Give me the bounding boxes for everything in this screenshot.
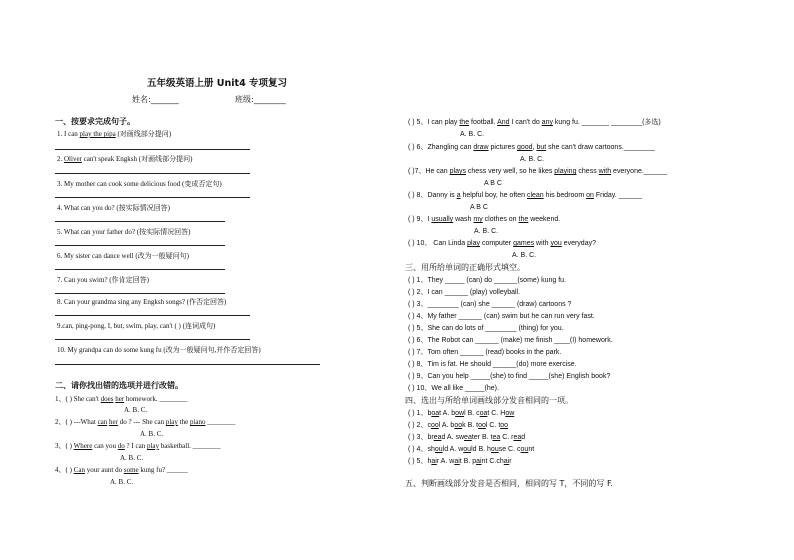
error-question-5-options: A. B. C. [460, 131, 485, 138]
error-question-6: ( ) 6、Zhangling can draw pictures good, but she can't draw cartoons.________ [408, 144, 655, 151]
fill-question-5: ( ) 5、She can do lots of ________ (thing) for you. [408, 325, 564, 332]
sound-question-3: ( ) 3、bread A. sweater B. tea C. read [408, 434, 526, 441]
section-5-title: 五、判断画线部分发音是否相同，相同的写 T，不同的写 F. [405, 479, 613, 488]
error-question-3-options: A. B. C. [120, 454, 144, 462]
question-6: 6. My sister can dance well (改为一般疑问句) [57, 252, 189, 260]
error-question-4-options: A. B. C. [110, 478, 134, 486]
question-2: 2. Oliver can't speak Engksh (对画线部分提问) [57, 155, 193, 163]
sound-question-1: ( ) 1、boat A. bowl B. coat C. How [408, 410, 515, 417]
section-3-title: 三、用所给单词的正确形式填空。 [405, 263, 525, 272]
error-question-7-options: A B C [484, 180, 502, 187]
question-10: 10. My grandpa can do some kung fu (改为一般疑问句,并作否定回答) [57, 346, 261, 354]
error-question-1-options: A. B. C. [124, 406, 148, 414]
name-field-label: 姓名:_______ [132, 95, 179, 104]
question-4: 4. What can you do? (按实际情况回答) [57, 204, 171, 212]
answer-line [55, 173, 250, 174]
answer-line [55, 269, 225, 270]
error-question-9: ( ) 9、I usually wash my clothes on the weekend. [408, 216, 561, 223]
sound-question-4: ( ) 4、should A. would B. house C. count [408, 446, 535, 453]
answer-line [55, 149, 250, 150]
section-4-title: 四、选出与所给单词画线部分发音相同的一项。 [405, 396, 573, 405]
question-7: 7. Can you swim? (作肯定回答) [57, 276, 149, 284]
answer-line [55, 293, 225, 294]
error-question-3: 3、( ) Where can you do ? I can play basketball. ________ [55, 442, 221, 450]
question-3: 3. My mother can cook some delicious food (变成否定句) [57, 180, 222, 188]
error-question-1: 1、( ) She can't does her homework. ________ [55, 395, 188, 403]
section-2-title: 二、请你找出错的选项并进行改错。 [55, 381, 183, 390]
question-5: 5. What can your father do? (按实际情况回答) [57, 228, 191, 236]
error-question-10-options: A. B. C. [512, 252, 537, 259]
fill-question-1: ( ) 1、They _____ (can) do ______(some) kung fu. [408, 277, 566, 284]
error-question-10: ( ) 10、 Can Linda play computer games with you everyday? [408, 240, 596, 247]
answer-line [55, 339, 250, 340]
error-question-6-options: A. B. C. [520, 156, 545, 163]
class-field-label: 班级:________ [235, 95, 286, 104]
fill-question-2: ( ) 2、I can ______ (play) volleyball. [408, 289, 521, 296]
question-1: 1. I can play the pipa (对画线部分提问) [57, 130, 172, 138]
worksheet-title: 五年级英语上册 Unit4 专项复习 [147, 78, 288, 89]
error-question-9-options: A. B. C. [474, 228, 499, 235]
fill-question-9: ( ) 9、Can you help _____(she) to find _____(she) English book? [408, 373, 611, 380]
fill-question-8: ( ) 8、Tim is fat. He should ______(do) more exercise. [408, 361, 577, 368]
fill-question-7: ( ) 7、Tom often ______ (read) books in the park. [408, 349, 562, 356]
fill-question-4: ( ) 4、My father ______ (can) swim but he can run very fast. [408, 313, 595, 320]
error-question-7: ( )7、He can plays chess very well, so he likes playing chess with everyone.______ [408, 168, 668, 175]
error-question-2: 2、( ) ---What can her do ? --- She can play the piano ________ [55, 418, 236, 426]
section-1-title: 一、按要求完成句子。 [55, 117, 135, 126]
answer-line [55, 315, 250, 316]
error-question-8-options: A B C [470, 204, 488, 211]
answer-line [55, 364, 320, 365]
answer-line [55, 221, 225, 222]
fill-question-10: ( ) 10、We all like _____(he). [408, 385, 499, 392]
answer-line [55, 197, 250, 198]
error-question-4: 4、( ) Can your aunt do some kung fu? ______ [55, 466, 188, 474]
error-question-8: ( ) 8、Danny is a helpful boy, he often clean his bedroom on Friday. ______ [408, 192, 643, 199]
error-question-2-options: A. B. C. [140, 430, 164, 438]
fill-question-6: ( ) 6、The Robot can ______ (make) me finish ____(I) homework. [408, 337, 613, 344]
fill-question-3: ( ) 3、________ (can) she ______ (draw) cartoons ? [408, 301, 572, 308]
sound-question-2: ( ) 2、cool A. book B. tool C. too [408, 422, 509, 429]
sound-question-5: ( ) 5、hair A. wait B. paint C.chair [408, 458, 512, 465]
error-question-5: ( ) 5、I can play the football. And I can't do any kung fu. _______ ________(多选) [408, 119, 661, 126]
question-8: 8. Can your grandma sing any Engksh songs? (作否定回答) [57, 298, 227, 306]
answer-line [55, 245, 225, 246]
question-9: 9.can, ping-pong, I, but, swim, play, can't ( ) (连词成句) [57, 322, 216, 330]
